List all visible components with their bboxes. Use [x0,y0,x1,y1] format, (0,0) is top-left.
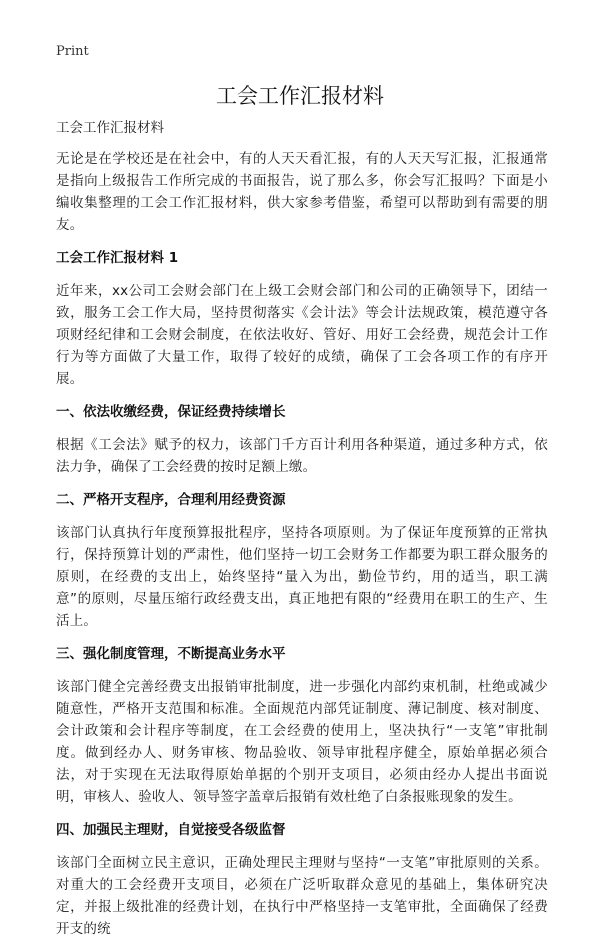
document-subtitle: 工会工作汇报材料 [56,120,164,136]
paragraph-3: 该部门健全完善经费支出报销审批制度，进一步强化内部约束机制，杜绝或减少随意性，严格开支范围和标准。全面规范内部凭证制度、薄记制度、核对制度、会计政策和会计程序等制度，在工会经费的使用上，坚决执行“一支笔”审批制度。做到经办人、财务审核、物品验收、领导审批程序健全，原始单据必须合法，对于实现在无法取得原始单据的个别开支项目，必须由经办人提出书面说明，审核人、验收人、领导签字盖章后报销有效杜绝了白条报账现象的发生。 [56,679,548,805]
paragraph-4: 该部门全面树立民主意识，正确处理民主理财与坚持“一支笔”审批原则的关系。对重大的工会经费开支项目，必须在广泛听取群众意见的基础上，集体研究决定，并报上级批准的经费计划，在执行中严格坚持一支笔审批，全面确保了经费开支的统 [56,855,548,937]
paragraph-1: 根据《工会法》赋予的权力，该部门千方百计利用各种渠道，通过多种方式，依法力争，确保了工会经费的按时足额上缴。 [56,437,548,475]
print-link[interactable]: Print [56,44,89,59]
page-title: 工会工作汇报材料 [216,84,384,108]
heading-3: 三、强化制度管理，不断提高业务水平 [56,646,286,662]
section-title: 工会工作汇报材料 1 [56,250,179,266]
heading-2: 二、严格开支程序，合理利用经费资源 [56,492,286,508]
heading-1: 一、依法收缴经费，保证经费持续增长 [56,404,286,420]
section-intro-paragraph: 近年来，xx公司工会财会部门在上级工会财会部门和公司的正确领导下，团结一致，服务工会工作大局，坚持贯彻落实《会计法》等会计法规政策，模范遵守各项财经纪律和工会财会制度，在依法收好、管好、用好工会经费，规范会计工作行为等方面做了大量工作，取得了较好的成绩，确保了工会各项工作的有序开展。 [56,283,548,387]
heading-4: 四、加强民主理财，自觉接受各级监督 [56,822,286,838]
paragraph-2: 该部门认真执行年度预算报批程序，坚持各项原则。为了保证年度预算的正常执行，保持预算计划的严肃性，他们坚持一切工会财务工作都要为职工群众服务的原则，在经费的支出上，始终坚持“量入为出，勤俭节约，用的适当，职工满意”的原则，尽量压缩行政经费支出，真正地把有限的“经费用在职工的生产、生活上。 [56,525,548,629]
intro-paragraph: 无论是在学校还是在社会中，有的人天天看汇报，有的人天天写汇报，汇报通常是指向上级报告工作所完成的书面报告，说了那么多，你会写汇报吗？下面是小编收集整理的工会工作汇报材料，供大家参考借鉴，希望可以帮助到有需要的朋友。 [56,151,548,233]
document-body [56,118,548,952]
